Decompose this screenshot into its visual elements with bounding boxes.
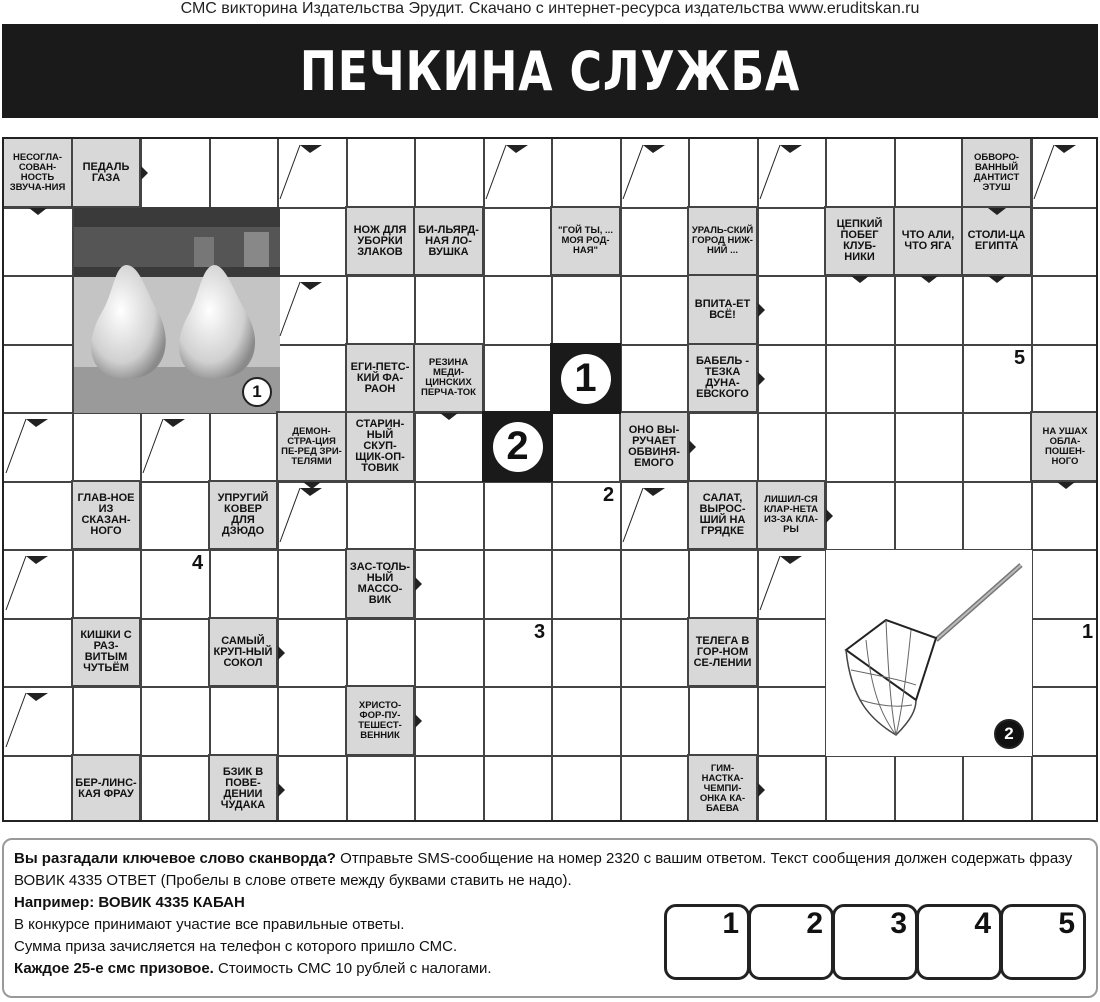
clue-text: БЗИК В ПОВЕ-ДЕНИИ ЧУДАКА <box>220 766 266 811</box>
clue-cell-c16 <box>345 411 415 482</box>
clue-text: РЕЗИНА МЕДИ-ЦИНСКИХ ПЕРЧА-ТОК <box>421 357 476 398</box>
answer-slot-2[interactable]: 2 <box>748 904 834 980</box>
clue-text: БАБЕЛЬ - ТЕЗКА ДУНА-ЕВСКОГО <box>695 355 750 400</box>
clue-cell-c29 <box>208 754 278 822</box>
clue-cell-c10 <box>961 206 1032 276</box>
clue-cell-c27 <box>345 685 415 756</box>
arrow-right-icon <box>415 714 422 728</box>
clue-text: ЧТО АЛИ, ЧТО ЯГА <box>901 229 955 252</box>
clue-cell-c15 <box>276 411 347 482</box>
clue-cell-c13 <box>413 343 484 413</box>
info-participation: В конкурсе принимают участие все правильные ответы. <box>14 916 405 933</box>
answer-slot-4[interactable]: 4 <box>916 904 1002 980</box>
answer-slot-5[interactable]: 5 <box>1000 904 1086 980</box>
clue-text: ХРИСТО-ФОР-ПУ-ТЕШЕСТ-ВЕННИК <box>358 699 402 741</box>
clue-cell-c25 <box>208 617 278 687</box>
arrow-down-icon <box>920 276 938 283</box>
clue-cell-c11 <box>687 274 758 345</box>
clue-cell-c3 <box>961 137 1032 208</box>
bent-arrow-icon <box>4 550 72 618</box>
clue-text: НА УШАХ ОБЛА-ПОШЕН-НОГО <box>1042 425 1088 467</box>
clue-cell-c4 <box>345 206 415 276</box>
clue-cell-c21 <box>687 480 758 550</box>
cell-number-n1: 1 <box>1082 621 1094 643</box>
clue-text: БЕР-ЛИНС-КАЯ ФРАУ <box>75 777 137 800</box>
bent-arrow-icon <box>278 276 346 344</box>
key-cell-k1[interactable] <box>550 343 621 414</box>
arrow-right-icon <box>826 509 833 523</box>
cell-number-n5: 5 <box>1014 347 1026 369</box>
arrow-down-icon <box>440 413 458 420</box>
info-cost: Стоимость СМС 10 рублей с налогами. <box>213 960 492 977</box>
clue-text: СТАРИН-НЫЙ СКУП-ЩИК-ОП-ТОВИК <box>355 418 405 474</box>
arrow-right-icon <box>689 440 696 454</box>
key-cell-number: 1 <box>561 354 611 404</box>
bent-arrow-icon <box>621 139 689 207</box>
clue-text: ОНО ВЫ-РУЧАЕТ ОБВИНЯ-ЕМОГО <box>628 423 680 469</box>
bent-arrow-icon <box>1032 139 1098 207</box>
clue-text: САЛАТ, ВЫРОС-ШИЙ НА ГРЯДКЕ <box>699 492 746 537</box>
info-paragraph <box>14 848 1086 892</box>
cell-number-n4: 4 <box>192 552 204 574</box>
arrow-right-icon <box>758 303 765 317</box>
clue-text: ТЕЛЕГА В ГОР-НОМ СЕ-ЛЕНИИ <box>693 634 752 669</box>
photo-1-number-badge: 1 <box>242 377 272 407</box>
arrow-down-icon <box>29 208 47 215</box>
arrow-right-icon <box>758 372 765 386</box>
clue-cell-c9 <box>893 206 963 276</box>
clue-cell-c28 <box>71 754 141 822</box>
bent-arrow-icon <box>278 139 346 207</box>
key-cell-k2[interactable] <box>482 411 553 482</box>
answer-slot-1[interactable]: 1 <box>664 904 750 980</box>
arrow-right-icon <box>415 577 422 591</box>
clue-cell-c8 <box>824 206 895 276</box>
clue-text: НОЖ ДЛЯ УБОРКИ ЗЛАКОВ <box>353 223 407 258</box>
clue-text: БИ-ЛЬЯРД-НАЯ ЛО-ВУШКА <box>418 223 479 258</box>
bent-arrow-icon <box>141 413 209 481</box>
clue-cell-c17 <box>619 411 689 482</box>
arrow-down-icon <box>851 276 869 283</box>
clue-text: "ГОЙ ТЫ, ... МОЯ РОД-НАЯ" <box>558 225 613 256</box>
bent-arrow-icon <box>484 139 552 207</box>
photo-2-number-badge: 2 <box>994 719 1024 749</box>
clue-cell-c1 <box>2 137 73 208</box>
clue-cell-c2 <box>71 137 141 208</box>
answer-slot-3[interactable]: 3 <box>832 904 918 980</box>
bent-arrow-icon <box>4 687 72 755</box>
clue-text: ЛИШИЛ-СЯ КЛАР-НЕТА ИЗ-ЗА КЛА-РЫ <box>763 494 819 535</box>
clue-text: УРАЛЬ-СКИЙ ГОРОД НИЖ-НИЙ ... <box>691 225 754 256</box>
clue-cell-c20 <box>208 480 278 550</box>
bent-arrow-icon <box>758 139 826 207</box>
header-source-line: СМС викторина Издательства Эрудит. Скачано с интернет-ресурса издательства www.eruditskan.ru <box>180 0 920 17</box>
title-bar <box>2 24 1098 118</box>
clue-text: ОБВОРО-ВАННЫЙ ДАНТИСТ ЭТУШ <box>973 151 1020 193</box>
bent-arrow-icon <box>621 482 689 550</box>
clue-text: САМЫЙ КРУП-НЫЙ СОКОЛ <box>213 634 273 669</box>
clue-cell-c24 <box>71 617 141 687</box>
clue-cell-c22 <box>756 480 826 550</box>
clue-text: УПРУГИЙ КОВЕР ДЛЯ ДЗЮДО <box>217 492 269 537</box>
clue-text: ГЛАВ-НОЕ ИЗ СКАЗАН-НОГО <box>77 492 135 537</box>
info-question: Вы разгадали ключевое слово сканворда? <box>14 850 336 867</box>
clue-text: КИШКИ С РАЗ-ВИТЫМ ЧУТЬЁМ <box>80 629 132 674</box>
clue-cell-c19 <box>71 480 141 550</box>
page-title: ПЕЧКИНА СЛУЖБА <box>299 39 801 103</box>
bent-arrow-icon <box>758 550 826 618</box>
info-prize: Сумма приза зачисляется на телефон с которого пришло СМС. <box>14 938 458 955</box>
arrow-right-icon <box>278 646 285 660</box>
clue-text: НЕСОГЛА-СОВАН-НОСТЬ ЗВУЧА-НИЯ <box>9 151 66 193</box>
clue-cell-c23 <box>345 548 415 619</box>
bent-arrow-icon <box>278 482 346 550</box>
cell-number-n2: 2 <box>603 484 615 506</box>
clue-cell-c12 <box>345 343 415 413</box>
clue-cell-c6 <box>550 206 621 276</box>
info-example: Например: ВОВИК 4335 КАБАН <box>14 894 245 911</box>
key-cell-number: 2 <box>493 422 543 472</box>
clue-text: ЦЕПКИЙ ПОБЕГ КЛУБ-НИКИ <box>836 218 883 263</box>
clue-cell-c14 <box>687 343 758 413</box>
arrow-down-icon <box>988 208 1006 215</box>
arrow-right-icon <box>141 166 148 180</box>
clue-cell-c7 <box>687 206 758 276</box>
clue-cell-c5 <box>413 206 484 276</box>
clue-text: ГИМ-НАСТКА-ЧЕМПИ-ОНКА КА-БАЕВА <box>699 763 746 814</box>
crossword-grid <box>2 137 1098 822</box>
arrow-down-icon <box>1057 482 1075 489</box>
clue-cell-c18 <box>1030 411 1098 482</box>
clue-text: ПЕДАЛЬ ГАЗА <box>82 160 130 184</box>
clue-text: ВПИТА-ЕТ ВСЁ! <box>694 297 751 321</box>
bent-arrow-icon <box>4 413 72 481</box>
answer-slots <box>664 904 1084 980</box>
cell-number-n3: 3 <box>534 621 546 643</box>
arrow-right-icon <box>758 783 765 797</box>
info-instructions: Отправьте SMS-сообщение на номер 2320 с вашим ответом. Текст сообщения должен содержать фразу ВОВИК 4335 ОТВЕТ (Пробелы в слове ответе между буквами ставить не надо). <box>14 850 1073 889</box>
clue-cell-c30 <box>687 754 758 822</box>
clue-text: ЗАС-ТОЛЬ-НЫЙ МАССО-ВИК <box>349 560 411 606</box>
arrow-right-icon <box>278 783 285 797</box>
clue-cell-c26 <box>687 617 758 687</box>
arrow-down-icon <box>988 276 1006 283</box>
clue-text: СТОЛИ-ЦА ЕГИПТА <box>967 229 1026 252</box>
clue-text: ДЕМОН-СТРА-ЦИЯ ПЕ-РЕД ЗРИ-ТЕЛЯМИ <box>281 425 342 467</box>
clue-text: ЕГИ-ПЕТС-КИЙ ФА-РАОН <box>350 360 410 395</box>
info-every-25th: Каждое 25-е смс призовое. <box>14 960 214 977</box>
